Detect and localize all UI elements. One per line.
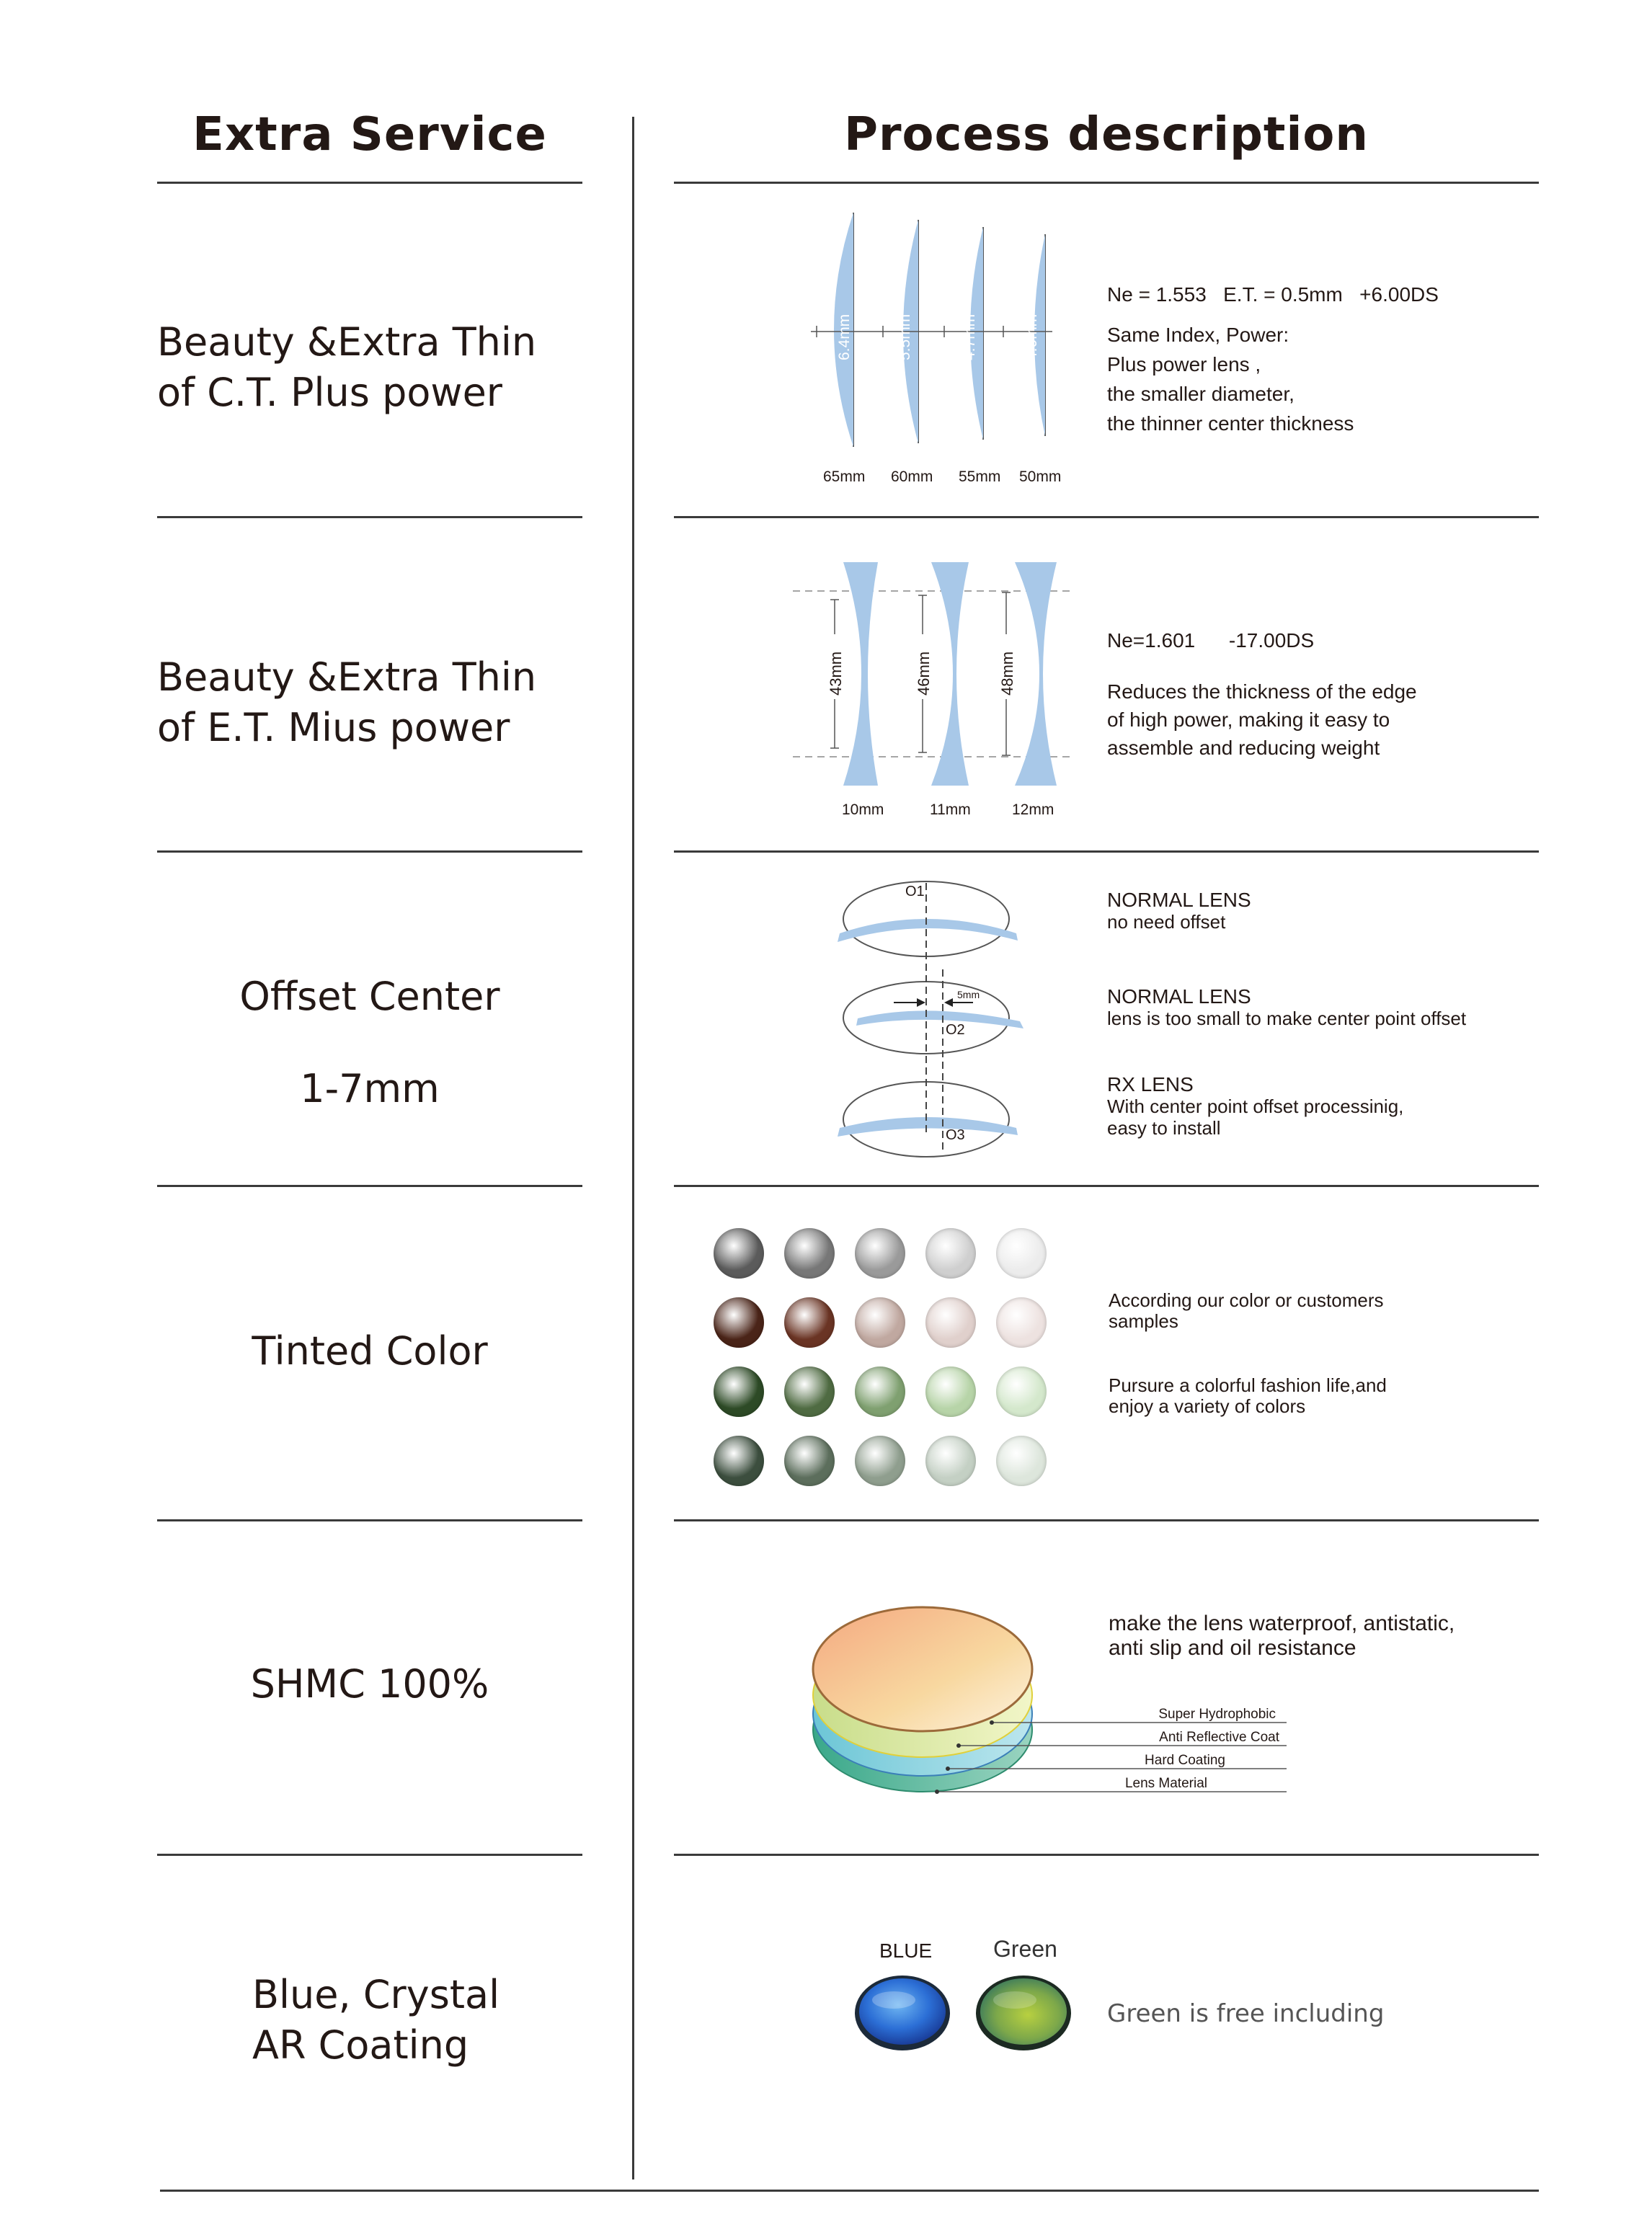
et-minus-spec: Ne=1.601 -17.00DS	[1107, 629, 1315, 652]
diameter-label-3: 50mm	[1019, 468, 1062, 485]
offset-item-0	[1107, 889, 1251, 933]
offset-item-1-text: lens is too small to make center point offset	[1107, 1008, 1467, 1029]
divider-left-0	[157, 182, 582, 184]
service-ar-coating	[252, 1970, 678, 2071]
offset-item-2-text-0: With center point offset processinig,	[1107, 1096, 1404, 1117]
blue-coating-label: BLUE	[879, 1939, 933, 1962]
tint-desc1-line-0: According our color or customers	[1109, 1289, 1384, 1311]
ct-plus-desc-line-1: Plus power lens ,	[1107, 353, 1261, 375]
tint-swatch-grid	[714, 1228, 1052, 1495]
tint-swatch	[714, 1366, 764, 1417]
divider-right-0	[674, 182, 1539, 184]
tint-swatch	[855, 1366, 905, 1417]
coating-samples	[851, 1971, 1081, 2058]
service-ct-plus-line2: of C.T. Plus power	[157, 370, 502, 415]
divider-right-3	[674, 1185, 1539, 1187]
service-ct-plus	[157, 317, 582, 418]
service-et-minus-line2: of E.T. Mius power	[157, 705, 510, 750]
shmc-description	[1109, 1612, 1455, 1661]
height-label-2: 48mm	[998, 651, 1016, 696]
tint-swatch	[996, 1366, 1047, 1417]
minus-lens-diagram	[786, 555, 1088, 793]
tint-swatch	[925, 1228, 976, 1279]
divider-right-1	[674, 516, 1539, 518]
thickness-label-3: 4.0mm	[1023, 314, 1040, 360]
tint-desc1-line-1: samples	[1109, 1310, 1178, 1332]
tint-swatch	[714, 1228, 764, 1279]
offset-label-o2: O2	[946, 1022, 965, 1038]
ct-plus-desc-line-0: Same Index, Power:	[1107, 324, 1289, 346]
divider-right-5	[674, 1854, 1539, 1856]
service-et-minus	[157, 652, 582, 753]
offset-item-0-title: NORMAL LENS	[1107, 889, 1251, 911]
service-ct-plus-line1: Beauty &Extra Thin	[157, 319, 537, 365]
thickness-label-0: 6.4mm	[836, 314, 853, 360]
divider-left-4	[157, 1519, 582, 1521]
divider-left-2	[157, 850, 582, 853]
layer-label-3: Lens Material	[1124, 1776, 1207, 1791]
layer-label-0: Super Hydrophobic	[1158, 1707, 1276, 1722]
tint-swatch	[784, 1366, 835, 1417]
service-offset-line1: Offset Center	[239, 974, 500, 1019]
edge-label-1: 11mm	[930, 801, 971, 818]
green-coating-label: Green	[993, 1936, 1057, 1962]
divider-left-1	[157, 516, 582, 518]
column-divider	[632, 117, 634, 2179]
et-minus-desc-line-0: Reduces the thickness of the edge	[1107, 680, 1417, 703]
tint-swatch	[925, 1297, 976, 1348]
header-process-description: Process description	[844, 108, 1369, 161]
divider-left-3	[157, 1185, 582, 1187]
offset-label-o3: O3	[946, 1127, 965, 1143]
ct-plus-desc-line-2: the smaller diameter,	[1107, 383, 1294, 405]
divider-right-2	[674, 850, 1539, 853]
edge-label-2: 12mm	[1012, 801, 1054, 818]
service-offset-center	[157, 972, 582, 1114]
height-label-0: 43mm	[827, 651, 845, 696]
ct-plus-spec: Ne = 1.553 E.T. = 0.5mm +6.00DS	[1107, 283, 1439, 306]
diameter-label-0: 65mm	[823, 468, 866, 485]
tint-swatch	[714, 1297, 764, 1348]
service-shmc-line1: SHMC 100%	[250, 1661, 489, 1707]
ct-plus-description	[1107, 320, 1354, 438]
layer-label-1: Anti Reflective Coat	[1159, 1730, 1279, 1745]
header-extra-service: Extra Service	[192, 108, 547, 161]
offset-item-2-title: RX LENS	[1107, 1073, 1194, 1096]
service-tinted-line1: Tinted Color	[252, 1328, 488, 1374]
divider-right-4	[674, 1519, 1539, 1521]
tint-desc2-line-1: enjoy a variety of colors	[1109, 1395, 1306, 1417]
divider-left-5	[157, 1854, 582, 1856]
thickness-label-2: 4.7mm	[962, 314, 978, 360]
tint-swatch	[996, 1297, 1047, 1348]
offset-label-o1: O1	[905, 884, 925, 899]
shmc-desc-line-1: anti slip and oil resistance	[1109, 1636, 1356, 1660]
service-offset-line2: 1-7mm	[300, 1066, 440, 1111]
ct-plus-desc-line-3: the thinner center thickness	[1107, 412, 1354, 435]
tint-swatch	[925, 1366, 976, 1417]
offset-item-0-text: no need offset	[1107, 911, 1226, 933]
tint-description-2	[1109, 1375, 1387, 1417]
tint-swatch	[784, 1228, 835, 1279]
thickness-label-1: 5.5mm	[897, 314, 913, 360]
service-ar-line2: AR Coating	[252, 2022, 469, 2068]
tint-swatch	[714, 1436, 764, 1486]
divider-bottom	[160, 2190, 1539, 2192]
green-free-note: Green is free including	[1107, 1999, 1385, 2028]
tint-description-1	[1109, 1290, 1383, 1332]
shmc-desc-line-0: make the lens waterproof, antistatic,	[1109, 1612, 1455, 1635]
height-label-1: 46mm	[915, 651, 933, 696]
offset-item-1-title: NORMAL LENS	[1107, 985, 1251, 1008]
plus-lens-diagram	[800, 209, 1088, 497]
diameter-label-2: 55mm	[959, 468, 1001, 485]
tint-swatch	[996, 1228, 1047, 1279]
tint-swatch	[855, 1297, 905, 1348]
service-et-minus-line1: Beauty &Extra Thin	[157, 654, 537, 700]
offset-item-1	[1107, 986, 1466, 1029]
offset-item-2-text-1: easy to install	[1107, 1117, 1221, 1139]
layer-label-2: Hard Coating	[1145, 1753, 1225, 1768]
tint-swatch	[855, 1228, 905, 1279]
tint-desc2-line-0: Pursure a colorful fashion life,and	[1109, 1374, 1387, 1396]
service-tinted-color	[157, 1326, 582, 1377]
tint-swatch	[925, 1436, 976, 1486]
tint-swatch	[855, 1436, 905, 1486]
tint-swatch	[996, 1436, 1047, 1486]
offset-center-diagram	[829, 876, 1045, 1178]
offset-label-5mm: 5mm	[957, 989, 980, 1000]
tint-swatch	[784, 1297, 835, 1348]
tint-swatch	[784, 1436, 835, 1486]
service-ar-line1: Blue, Crystal	[252, 1972, 500, 2017]
offset-item-2	[1107, 1074, 1403, 1139]
et-minus-description	[1107, 677, 1417, 762]
service-shmc	[157, 1659, 582, 1710]
edge-label-0: 10mm	[842, 801, 884, 818]
et-minus-desc-line-1: of high power, making it easy to	[1107, 708, 1390, 731]
diameter-label-1: 60mm	[891, 468, 933, 485]
et-minus-desc-line-2: assemble and reducing weight	[1107, 737, 1380, 759]
